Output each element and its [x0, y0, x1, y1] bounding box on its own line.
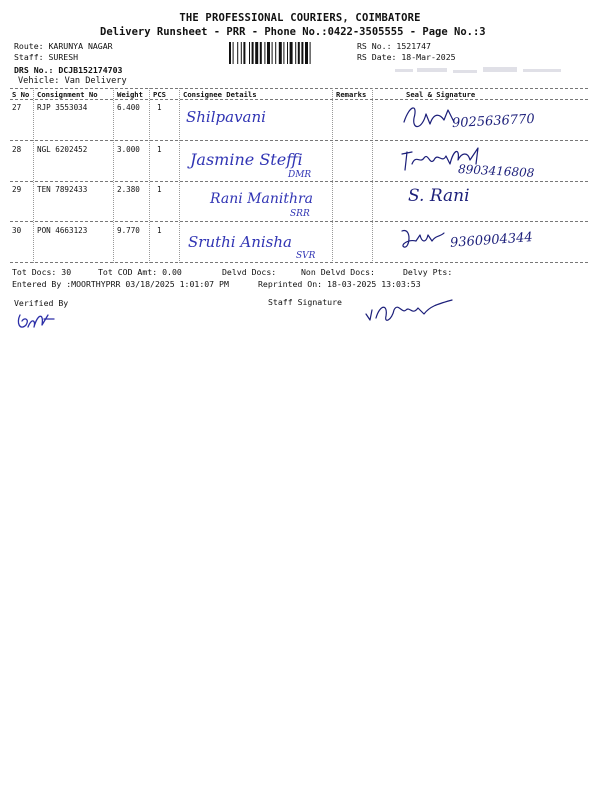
row-rule — [10, 140, 588, 141]
consignee-handwriting-code: SVR — [296, 251, 316, 261]
non-delivered-docs: Non Delvd Docs: — [301, 267, 375, 277]
print-smudge — [395, 64, 565, 78]
col-sno: S No — [12, 90, 30, 99]
consignee-handwriting-code: SRR — [290, 209, 310, 219]
route: Route: KARUNYA NAGAR — [14, 41, 113, 51]
total-docs: Tot Docs: 30 — [12, 267, 72, 277]
verified-signature — [14, 307, 62, 339]
entered-by: Entered By :MOORTHYPRR 03/18/2025 1:01:07 PM — [12, 279, 229, 289]
consignee-handwriting-code: DMR — [288, 170, 312, 180]
vehicle: Vehicle: Van Delivery — [18, 76, 127, 86]
header-bottom-rule — [10, 99, 588, 100]
col-divider — [113, 88, 114, 263]
row-pcs: 1 — [157, 103, 162, 112]
col-seal-signature: Seal & Signature — [406, 90, 476, 99]
row-consignment: PON 4663123 — [37, 226, 88, 235]
signature-phone: 9025636770 — [451, 111, 536, 132]
consignee-handwriting: Sruthi Anisha — [188, 233, 292, 251]
col-weight: Weight — [117, 90, 143, 99]
col-divider — [372, 88, 373, 263]
row-sno: 29 — [12, 185, 22, 194]
reprinted-on: Reprinted On: 18-03-2025 13:03:53 — [258, 279, 421, 289]
consignee-handwriting: Jasmine Steffi — [190, 150, 303, 169]
col-divider — [149, 88, 150, 263]
verified-by-label: Verified By — [14, 298, 69, 308]
signature-phone: 9360904344 — [449, 230, 534, 251]
consignee-handwriting: Rani Manithra — [210, 191, 314, 207]
total-cod-amount: Tot COD Amt: 0.00 — [98, 267, 182, 277]
company-name: THE PROFESSIONAL COURIERS, COIMBATORE — [179, 12, 421, 24]
staff: Staff: SURESH — [14, 52, 79, 62]
row-pcs: 1 — [157, 226, 162, 235]
row-consignment: NGL 6202452 — [37, 145, 88, 154]
rs-date: RS Date: 18-Mar-2025 — [357, 52, 456, 62]
staff-signature — [362, 296, 462, 334]
consignee-handwriting: Shilpavani — [186, 108, 266, 126]
col-divider — [179, 88, 180, 263]
runsheet-title: Delivery Runsheet - PRR - Phone No.:0422-3505555 - Page No.:3 — [100, 26, 486, 38]
row-weight: 3.000 — [117, 145, 140, 154]
delivered-docs: Delvd Docs: — [222, 267, 277, 277]
col-divider — [33, 88, 34, 263]
row-consignment: TEN 7892433 — [37, 185, 88, 194]
row-sno: 30 — [12, 226, 22, 235]
signature-phone: 8903416808 — [457, 162, 535, 180]
row-pcs: 1 — [157, 185, 162, 194]
row-pcs: 1 — [157, 145, 162, 154]
row-consignment: RJP 3553034 — [37, 103, 88, 112]
signature-scribble — [398, 225, 450, 257]
row-weight: 2.380 — [117, 185, 140, 194]
col-consignment: Consignment No — [37, 90, 98, 99]
row-weight: 9.770 — [117, 226, 140, 235]
delivery-points: Delvy Pts: — [403, 267, 453, 277]
signature-name: S. Rani — [408, 186, 470, 206]
col-consignee: Consignee Details — [183, 90, 257, 99]
barcode-graphic — [228, 42, 348, 64]
staff-signature-label: Staff Signature — [268, 297, 342, 307]
rs-number: RS No.: 1521747 — [357, 41, 431, 51]
drs-number: DRS No.: DCJB152174703 — [14, 65, 123, 75]
row-rule — [10, 181, 588, 182]
row-weight: 6.400 — [117, 103, 140, 112]
col-pcs: PCS — [153, 90, 166, 99]
row-rule — [10, 221, 588, 222]
row-sno: 27 — [12, 103, 22, 112]
header-top-rule — [10, 88, 588, 89]
row-rule — [10, 262, 588, 263]
col-remarks: Remarks — [336, 90, 367, 99]
row-sno: 28 — [12, 145, 22, 154]
col-divider — [332, 88, 333, 263]
